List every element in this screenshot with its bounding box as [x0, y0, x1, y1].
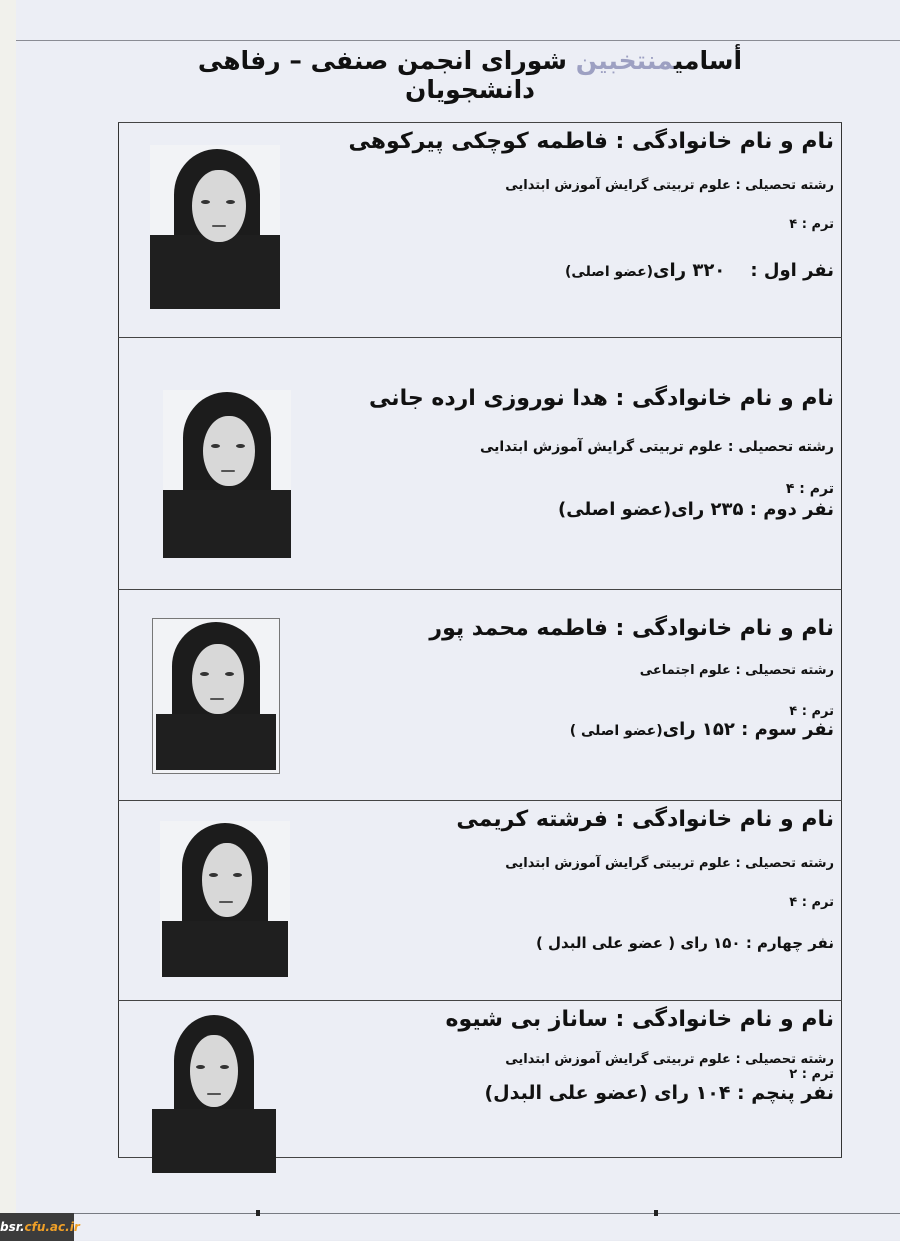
name-line [314, 1007, 834, 1032]
candidate-status: (عضو اصلی ) [569, 723, 663, 739]
candidate-row [118, 589, 842, 801]
candidate-term: ۴ [785, 481, 795, 497]
term-label: ترم : [801, 704, 834, 719]
candidate-field: علوم تربیتی گرایش آموزش ابتدایی [505, 856, 731, 871]
candidate-term: ۴ [789, 704, 798, 719]
candidate-name: هدا نوروزی ارده جانی [369, 386, 608, 411]
rank-line [314, 934, 834, 952]
name-label: نام و نام خانوادگی : [615, 807, 834, 832]
rank-line [314, 499, 834, 520]
candidate-term: ۴ [789, 895, 798, 910]
title-stamp: منتخبین [575, 46, 674, 75]
name-label: نام و نام خانوادگی : [615, 386, 834, 411]
term-label: ترم : [799, 481, 834, 497]
term-label: ترم : [801, 895, 834, 910]
watermark-prefix: bsr. [0, 1220, 25, 1234]
field-line [314, 663, 834, 678]
candidate-votes: ۱۵۲ رای [662, 719, 735, 740]
candidate-photo [150, 145, 280, 309]
candidate-name: فرشته کریمی [456, 807, 608, 832]
candidate-votes: ۱۰۴ رای [654, 1082, 731, 1104]
field-label: رشته تحصیلی : [727, 439, 834, 455]
candidate-field: علوم اجتماعی [639, 663, 731, 678]
name-line [314, 616, 834, 641]
field-label: رشته تحصیلی : [735, 856, 834, 871]
term-line [314, 704, 834, 719]
candidate-status: (عضو اصلی) [558, 499, 672, 520]
candidate-row [118, 337, 842, 590]
candidate-photo [163, 390, 291, 558]
field-line [314, 178, 834, 193]
scan-edge [0, 0, 16, 1240]
field-label: رشته تحصیلی : [735, 178, 834, 193]
candidate-info [314, 590, 834, 740]
candidate-votes: ۱۵۰ رای [680, 934, 741, 952]
candidate-field: علوم تربیتی گرایش آموزش ابتدایی [505, 178, 731, 193]
rank-line [314, 1082, 834, 1104]
candidate-photo [152, 1015, 276, 1173]
top-rule [16, 40, 900, 41]
page-title [140, 46, 800, 104]
name-line [314, 807, 834, 832]
site-watermark [0, 1213, 80, 1241]
candidate-term: ۲ [789, 1067, 798, 1082]
field-line [314, 1052, 834, 1067]
rank-line [314, 260, 834, 281]
field-label: رشته تحصیلی : [735, 663, 834, 678]
candidate-row [118, 122, 842, 338]
candidate-row [118, 1000, 842, 1158]
candidate-rank: نفر چهارم : [745, 934, 834, 952]
name-label: نام و نام خانوادگی : [615, 129, 834, 154]
candidate-name: فاطمه محمد پور [429, 616, 608, 641]
bottom-rule [16, 1213, 900, 1214]
candidate-info [314, 123, 834, 281]
term-line [314, 217, 834, 232]
candidate-rank: نفر اول : [750, 260, 834, 281]
field-label: رشته تحصیلی : [735, 1052, 834, 1067]
field-line [314, 856, 834, 871]
candidate-rank: نفر پنچم : [737, 1082, 834, 1104]
term-label: ترم : [801, 217, 834, 232]
field-line [314, 439, 834, 455]
name-line [314, 129, 834, 154]
candidate-name: فاطمه کوچکی پیرکوهی [348, 129, 608, 154]
name-line [314, 386, 834, 411]
name-label: نام و نام خانوادگی : [615, 616, 834, 641]
candidate-status: (عضو اصلی) [565, 264, 654, 280]
candidate-info [314, 801, 834, 952]
candidate-status: (عضو علی البدل) [484, 1082, 648, 1104]
candidate-field: علوم تربیتی گرایش آموزش ابتدایی [479, 439, 723, 455]
candidate-photo [152, 618, 280, 774]
candidate-votes: ۲۳۵ رای [671, 499, 744, 520]
candidate-photo [160, 821, 290, 977]
candidate-field: علوم تربیتی گرایش آموزش ابتدایی [505, 1052, 731, 1067]
term-label: ترم : [801, 1067, 834, 1082]
candidate-row [118, 800, 842, 1001]
candidate-rank: نفر سوم : [741, 719, 834, 740]
rule-mark [654, 1210, 658, 1216]
candidate-info [314, 1001, 834, 1104]
rank-line [314, 719, 834, 740]
title-prefix: أسامی [673, 46, 743, 75]
term-line [314, 481, 834, 497]
term-line [314, 1067, 834, 1082]
rule-mark [256, 1210, 260, 1216]
watermark-accent: cfu.ac.ir [24, 1220, 80, 1234]
candidate-rank: نفر دوم : [749, 499, 834, 520]
candidate-votes: ۳۲۰ رای [653, 260, 726, 281]
title-main: شورای انجمن صنفی – رفاهی دانشجویان [197, 46, 568, 104]
candidate-status: ( عضو علی البدل ) [535, 934, 676, 952]
term-line [314, 895, 834, 910]
candidate-info [314, 338, 834, 520]
name-label: نام و نام خانوادگی : [615, 1007, 834, 1032]
candidate-name: ساناز بی شیوه [445, 1007, 608, 1032]
candidate-term: ۴ [789, 217, 798, 232]
